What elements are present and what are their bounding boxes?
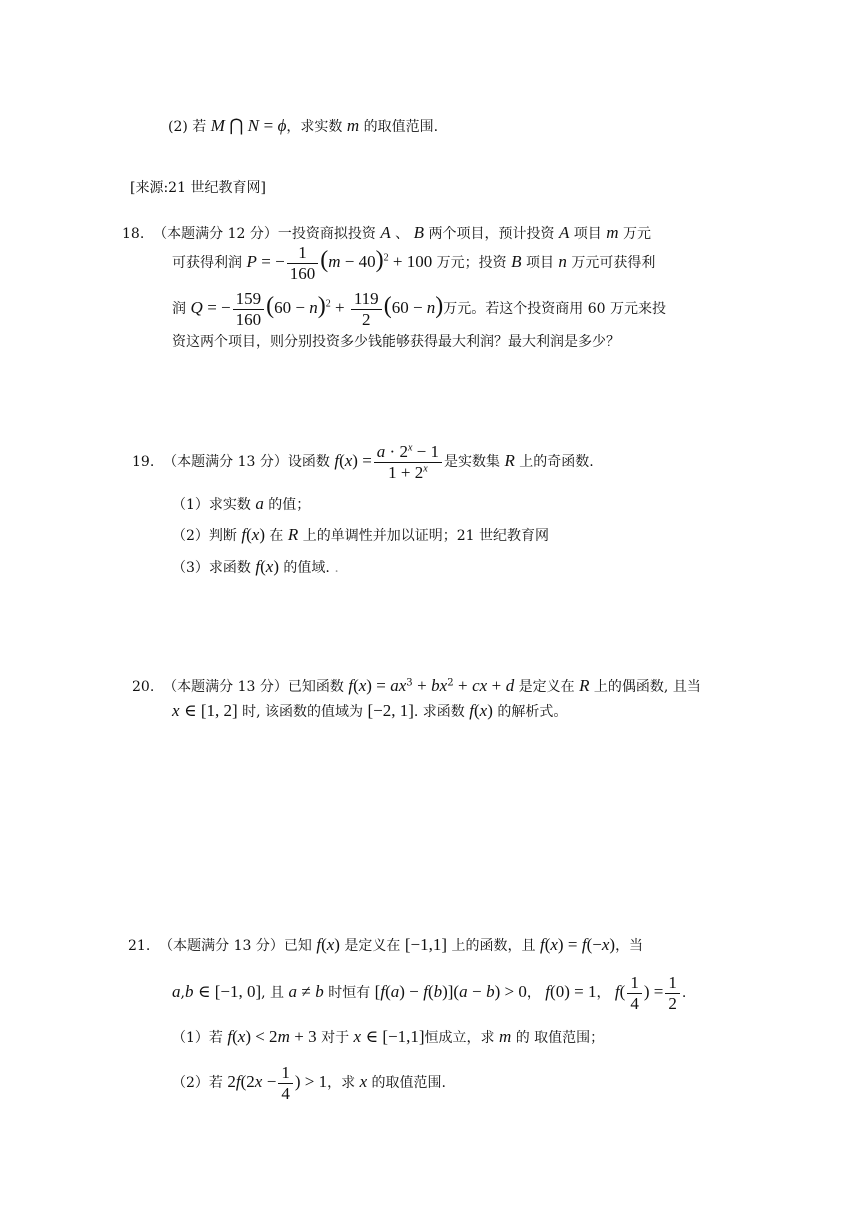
q18-line4: 资这两个项目，则分别投资多少钱能够获得最大利润？最大利润是多少？	[172, 334, 620, 350]
source-note: [来源:21 世纪教育网]	[130, 180, 266, 196]
q21-line1: 21. （本题满分 13 分）已知 f(x) 是定义在 [−1,1] 上的函数，且 f(x) = f(−x)，当	[128, 935, 644, 954]
q20-line2: x ∈ [1, 2] 时, 该函数的值域为 [−2, 1]. 求函数 f(x) 的解析式。	[172, 701, 568, 720]
q20-line1: 20. （本题满分 13 分）已知函数 $f(x) = ax^3 + bx^2$ + cx + d 是定义在 R 上的偶函数, 且当	[132, 676, 701, 695]
q18-line2: 可获得利润 P = − $\frac{1}{160}$ $(m - 40)^2 + 100$ 万元；投资 B 项目 n 万元可获得利	[172, 243, 656, 283]
q19-stem: 19. （本题满分 13 分）设函数 f(x) = $\frac{a \cdot 2^x - 1}{1 + 2^x}$ 是实数集 R 上的奇函数.	[132, 442, 594, 482]
q18-line1: 18. （本题满分 12 分）一投资商拟投资 A 、 B 两个项目，预计投资 A 项目 m 万元	[122, 223, 651, 242]
q21-header: （本题满分 13 分）	[159, 938, 284, 954]
q18-header: （本题满分 12 分）	[153, 226, 278, 242]
q21-line2: a,b ∈ [−1, 0], 且 a ≠ b 时恒有 [f(a) − f(b)](a − b) > 0， f(0) = 1， f( $\frac{1}{4}$ ) = $\frac{1}{2}$ .	[172, 973, 687, 1013]
q19-header: （本题满分 13 分）	[163, 454, 288, 471]
q19-part2: （2）判断 f(x) 在 R 上的单调性并加以证明；21 世纪教育网	[172, 525, 549, 544]
q20-number: 20.	[132, 679, 155, 695]
q20-header: （本题满分 13 分）	[163, 679, 288, 695]
q19-number: 19.	[132, 454, 155, 471]
q17-part2: (2) 若 M ⋂ N = ϕ，求实数 m 的取值范围.	[168, 116, 439, 135]
q19-part1: （1）求实数 a 的值；	[172, 494, 311, 513]
q21-part2: （2）若 2f(2x − $\frac{1}{4}$ ) > 1，求 x 的取值范围.	[172, 1063, 447, 1103]
q21-number: 21.	[128, 938, 151, 954]
q21-part1: （1）若 f(x) < 2m + 3 对于 x ∈ [−1,1]恒成立，求 m 的 取值范围；	[172, 1027, 605, 1046]
q19-part3: （3）求函数 f(x) 的值域. .	[172, 557, 339, 576]
q18-number: 18.	[122, 226, 145, 242]
q18-line3: 润 Q = − $\frac{159}{160}$ $(60 - n)^2$ + $\frac{119}{2}$ (60 − n)万元。若这个投资商用 60 万元来投	[172, 289, 666, 329]
